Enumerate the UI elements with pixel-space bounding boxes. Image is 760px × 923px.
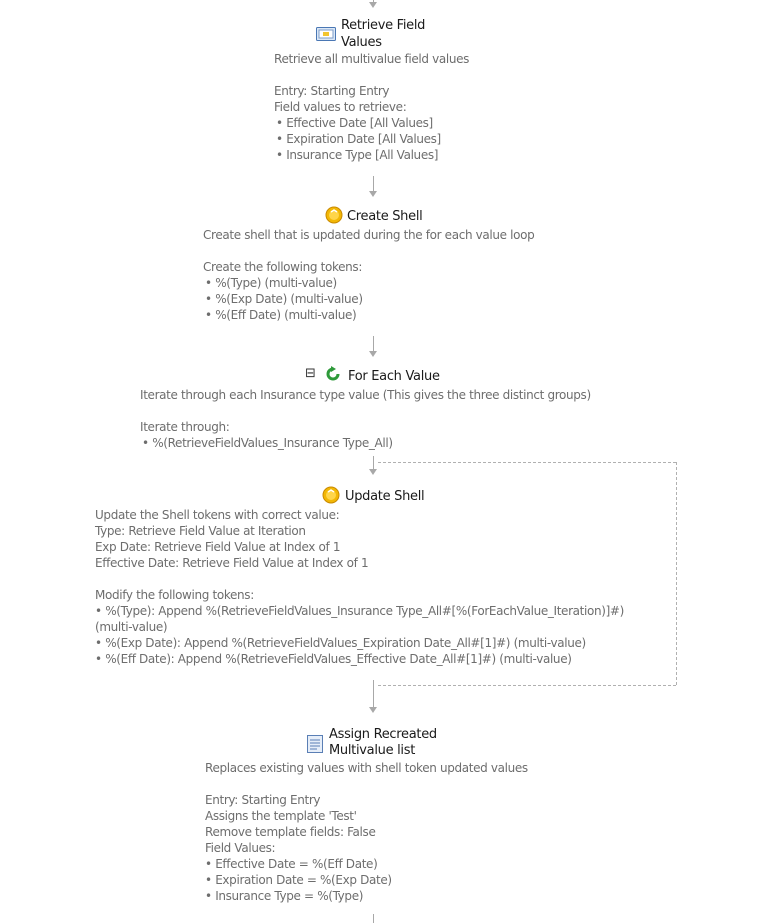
loop-icon [324, 365, 342, 386]
retrieve-title-line1: Retrieve Field [341, 18, 426, 33]
list-item: • Expiration Date [All Values] [276, 131, 441, 147]
field-values-icon [316, 27, 336, 44]
list-item: • Effective Date = %(Eff Date) [205, 856, 392, 872]
document-list-icon [307, 735, 323, 756]
update-shell-line-3: Exp Date: Retrieve Field Value at Index of 1 [95, 540, 341, 554]
update-shell-modify-list [95, 603, 624, 619]
create-shell-tokens-list [205, 275, 363, 323]
assign-template: Assigns the template 'Test' [205, 809, 357, 823]
for-each-iterate-list [142, 435, 393, 451]
update-shell-line-1: Update the Shell tokens with correct value: [95, 508, 340, 522]
create-shell-description: Create shell that is updated during the for each value loop [203, 228, 535, 242]
assign-field-values-list [205, 856, 392, 904]
arrow-top [369, 2, 377, 8]
list-item: • %(RetrieveFieldValues_Insurance Type_All) [142, 435, 393, 451]
retrieve-fields-heading: Field values to retrieve: [274, 100, 407, 114]
arrow-2 [369, 351, 377, 357]
assign-field-values-heading: Field Values: [205, 841, 276, 855]
update-shell-modify-heading: Modify the following tokens: [95, 588, 254, 602]
for-each-description: Iterate through each Insurance type value (This gives the three distinct groups) [140, 388, 591, 402]
collapse-toggle[interactable]: ⊟ [305, 366, 316, 381]
create-shell-tokens-heading: Create the following tokens: [203, 260, 363, 274]
retrieve-fields-list [276, 115, 441, 163]
connector-bottom [373, 914, 374, 923]
token-icon [325, 206, 343, 227]
update-shell-line-4: Effective Date: Retrieve Field Value at Index of 1 [95, 556, 369, 570]
update-shell-wrap-suffix: (multi-value) [95, 620, 168, 634]
connector-4 [373, 680, 374, 710]
list-item: • Insurance Type = %(Type) [205, 888, 392, 904]
for-each-iterate-heading: Iterate through: [140, 420, 230, 434]
list-item: • Expiration Date = %(Exp Date) [205, 872, 392, 888]
assign-entry: Entry: Starting Entry [205, 793, 321, 807]
assign-title-line1: Assign Recreated [329, 727, 437, 742]
update-shell-line-2: Type: Retrieve Field Value at Iteration [95, 524, 306, 538]
loop-back-right [676, 462, 677, 685]
arrow-3 [369, 469, 377, 475]
list-item: • %(Eff Date): Append %(RetrieveFieldValues_Effective Date_All#[1]#) (multi-value) [95, 651, 586, 667]
loop-back-top [378, 462, 676, 463]
token-icon [322, 486, 340, 507]
for-each-title: For Each Value [348, 369, 440, 384]
loop-back-bottom [378, 685, 676, 686]
list-item: • %(Type) (multi-value) [205, 275, 363, 291]
assign-remove-fields: Remove template fields: False [205, 825, 376, 839]
list-item: • %(Eff Date) (multi-value) [205, 307, 363, 323]
retrieve-entry: Entry: Starting Entry [274, 84, 390, 98]
create-shell-title: Create Shell [347, 209, 423, 224]
list-item: • %(Exp Date): Append %(RetrieveFieldValues_Expiration Date_All#[1]#) (multi-value) [95, 635, 586, 651]
arrow-4 [369, 707, 377, 713]
list-item: • Effective Date [All Values] [276, 115, 441, 131]
update-shell-modify-list-cont [95, 635, 586, 667]
retrieve-title-line2: Values [341, 35, 382, 50]
update-shell-title: Update Shell [345, 489, 425, 504]
list-item: • %(Exp Date) (multi-value) [205, 291, 363, 307]
list-item: • %(Type): Append %(RetrieveFieldValues_Insurance Type_All#[%(ForEachValue_Iteration)]#) [95, 603, 624, 619]
assign-description: Replaces existing values with shell token updated values [205, 761, 528, 775]
list-item: • Insurance Type [All Values] [276, 147, 441, 163]
retrieve-description: Retrieve all multivalue field values [274, 52, 470, 66]
assign-title-line2: Multivalue list [329, 743, 416, 758]
arrow-1 [369, 191, 377, 197]
